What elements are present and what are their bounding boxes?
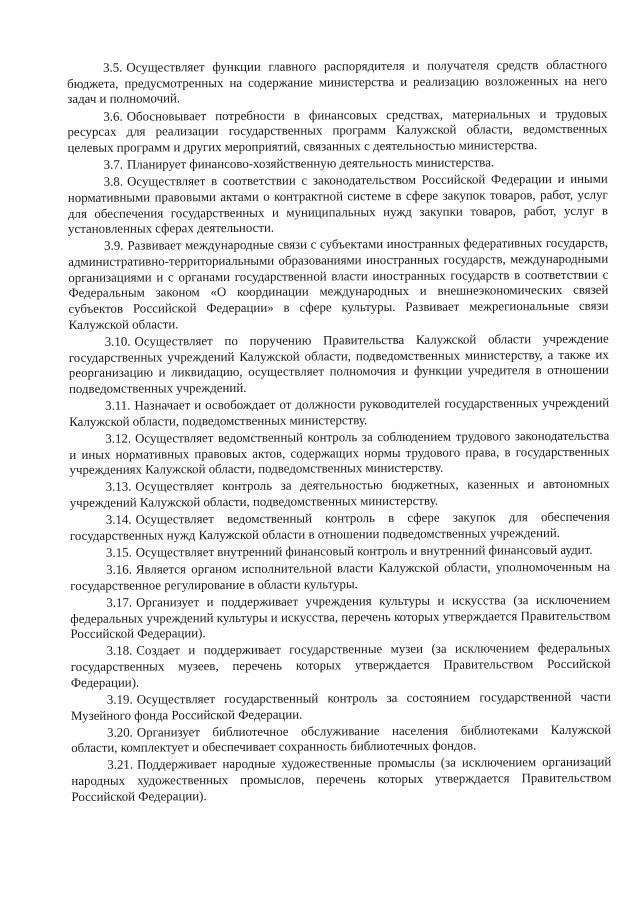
paragraph-3-14 bbox=[70, 510, 610, 545]
paragraph-3-18 bbox=[71, 641, 611, 691]
paragraph-text: Организует и поддерживает учреждения культуры и искусства (за исключением федеральных учреждений культуры и искусства, перечень которых утверждается Правительством Российской Федерации). bbox=[70, 592, 611, 642]
paragraph-3-21 bbox=[71, 755, 611, 805]
paragraph-text: Осуществляет ведомственный контроль за соблюдением трудового законодательства и иных нормативных правовых актов, содержащих нормы трудового права, в государственных учреждениях Калужской области, подведомственных министерству. bbox=[69, 428, 610, 478]
paragraph-text: Организует библиотечное обслуживание населения библиотеками Калужской области, комплектует и обеспечивает сохранность библиотечных фондов. bbox=[71, 722, 612, 756]
paragraph-number: 3.6. bbox=[103, 109, 123, 124]
paragraph-3-8 bbox=[68, 172, 608, 238]
paragraph-text: Создает и поддерживает государственные музеи (за исключением федеральных государственных музеев, перечень которых утверждается Правительством Российской Федерации). bbox=[70, 641, 611, 690]
paragraph-3-7 bbox=[68, 155, 608, 174]
paragraph-3-10 bbox=[69, 332, 609, 398]
paragraph-text: Осуществляет внутренний финансовый контроль и внутренний финансовый аудит. bbox=[135, 542, 593, 560]
paragraph-text: Осуществляет контроль за деятельностью бюджетных, казенных и автономных учреждений Калужской области, подведомственных министерству. bbox=[69, 477, 610, 511]
paragraph-number: 3.18. bbox=[106, 644, 133, 659]
paragraph-text: Назначает и освобождает от должности руководителей государственных учреждений Калужской области, подведомственных министерству. bbox=[69, 395, 610, 429]
paragraph-text: Осуществляет по поручению Правительства Калужской области учреждение государственных учреждений Калужской области, подведомственных министерству, а также их реорганизацию и ликвидацию, осуществляет полномочия и функции учредителя в отношении подведомственных учреждений. bbox=[68, 331, 609, 397]
paragraph-number: 3.14. bbox=[105, 512, 132, 527]
paragraph-number: 3.7. bbox=[103, 157, 124, 172]
paragraph-3-17 bbox=[70, 593, 610, 643]
paragraph-text: Осуществляет функции главного распорядителя и получателя средств областного бюджета, предусмотренных на содержание министерства и реализацию возложенных на него задач и полномочий. bbox=[67, 57, 608, 107]
paragraph-3-15 bbox=[70, 543, 610, 562]
paragraph-text: Осуществляет государственный контроль за состоянием государственной части Музейного фонда Российской Федерации. bbox=[70, 689, 611, 723]
paragraph-number: 3.11. bbox=[105, 398, 131, 413]
paragraph-number: 3.21. bbox=[107, 758, 134, 773]
paragraph-text: Планирует финансово-хозяйственную деятельность министерства. bbox=[126, 155, 495, 172]
paragraph-3-6 bbox=[67, 106, 607, 156]
document-body bbox=[67, 58, 612, 807]
paragraph-number: 3.20. bbox=[107, 725, 133, 740]
paragraph-text: Осуществляет в соответствии с законодательством Российской Федерации и иными нормативными правовыми актами о контрактной системе в сфере закупок товаров, работ, услуг для обеспечения государственных и муниципальных нужд закупки товаров, работ, услуг в установленных сферах деятельности. bbox=[67, 171, 608, 237]
paragraph-number: 3.10. bbox=[104, 334, 131, 349]
paragraph-3-13 bbox=[70, 477, 610, 512]
paragraph-text: Осуществляет ведомственный контроль в сфере закупок для обеспечения государственных нужд Калужской области в отношении подведомственных учреждений. bbox=[69, 509, 610, 543]
paragraph-3-20 bbox=[71, 722, 611, 757]
paragraph-number: 3.17. bbox=[106, 595, 133, 610]
paragraph-3-5 bbox=[67, 58, 607, 108]
paragraph-number: 3.15. bbox=[105, 545, 132, 560]
paragraph-number: 3.9. bbox=[104, 238, 124, 254]
paragraph-number: 3.8. bbox=[103, 174, 124, 189]
paragraph-number: 3.12. bbox=[105, 431, 132, 446]
paragraph-3-16 bbox=[70, 560, 610, 595]
paragraph-text: Является органом исполнительной власти Калужской области, уполномоченным на государственное регулирование в области культуры. bbox=[70, 559, 611, 593]
paragraph-text: Развивает международные связи с субъектами иностранных федеративных государств, административно-территориальными образованиями иностранных государств, международными организациями и с органами государственной власти иностранных государств в соответствии с Федеральным законом «О координации международных и внешнеэкономических связей субъектов Российской Федерации» в сфере культуры. Развивает межрегиональные связи Калужской области. bbox=[68, 235, 609, 332]
paragraph-3-19 bbox=[71, 690, 611, 725]
paragraph-number: 3.16. bbox=[106, 562, 132, 577]
paragraph-3-9 bbox=[68, 236, 609, 334]
paragraph-text: Обосновывает потребности в финансовых средствах, материальных и трудовых ресурсах для реализации государственных программ Калужской области, ведомственных целевых программ и других мероприятий, связанных с деятельностью министерства. bbox=[67, 106, 608, 155]
paragraph-3-12 bbox=[69, 429, 609, 479]
paragraph-number: 3.5. bbox=[102, 60, 123, 75]
paragraph-number: 3.13. bbox=[105, 480, 132, 495]
paragraph-number: 3.19. bbox=[106, 692, 133, 707]
paragraph-3-11 bbox=[69, 396, 609, 431]
paragraph-text: Поддерживает народные художественные промыслы (за исключением организаций народных художественных промыслов, перечень которых утверждается Правительством Российской Федерации). bbox=[71, 755, 612, 804]
